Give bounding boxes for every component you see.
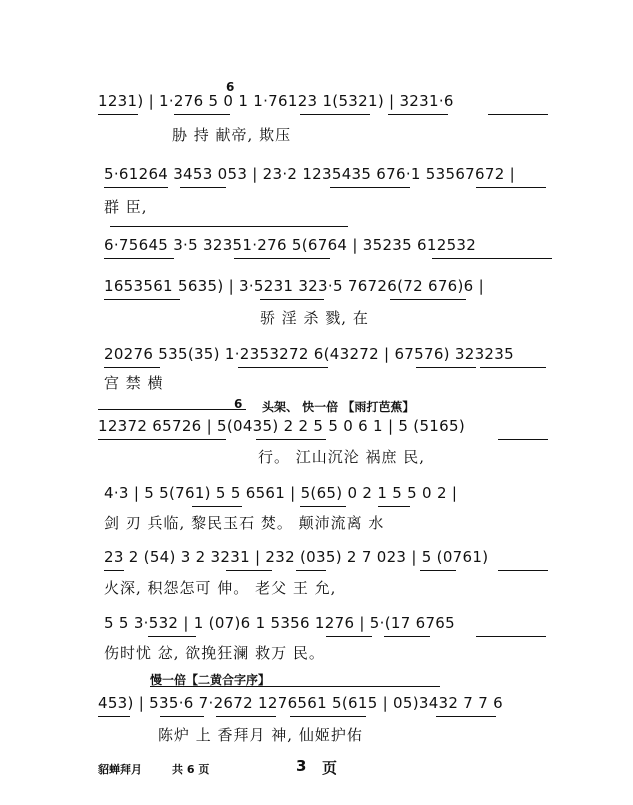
beam-line bbox=[296, 570, 326, 571]
slur-line bbox=[150, 686, 440, 687]
beam-line bbox=[238, 367, 328, 368]
page-label: 页 bbox=[322, 759, 338, 777]
beam-line bbox=[98, 114, 138, 115]
notation-line-8: 23 2 (54) 3 2 3231 | 232 (035) 2 7 023 | 5 (0761) bbox=[104, 548, 489, 566]
slur-line bbox=[110, 226, 348, 227]
beam-line bbox=[390, 299, 466, 300]
lyrics-line-8: 火深, 积怨怎可 伸。 老父 王 允, bbox=[104, 579, 337, 597]
beam-line bbox=[260, 299, 324, 300]
lyrics-line-2: 群 臣, bbox=[104, 198, 148, 216]
beam-line bbox=[300, 506, 346, 507]
lyrics-line-10: 陈炉 上 香拜月 神, 仙姬护佑 bbox=[158, 726, 363, 744]
beam-line bbox=[416, 367, 476, 368]
section-marking: 慢一倍【二黄合字序】 bbox=[150, 673, 271, 687]
beam-line bbox=[300, 114, 370, 115]
lyrics-line-7: 剑 刃 兵临, 黎民玉石 焚。 颠沛流离 水 bbox=[104, 514, 385, 532]
beam-line bbox=[480, 367, 546, 368]
beam-line bbox=[388, 114, 448, 115]
beam-line bbox=[488, 114, 548, 115]
beam-line bbox=[498, 439, 548, 440]
beam-line bbox=[226, 570, 272, 571]
lyrics-line-5: 宫 禁 横 bbox=[104, 374, 164, 392]
beam-line bbox=[148, 636, 196, 637]
beam-line bbox=[192, 506, 242, 507]
slur-line bbox=[98, 409, 246, 410]
beam-line bbox=[98, 716, 130, 717]
notation-line-9: 5 5 3·532 | 1 (07)6 1 5356 1276 | 5·(17 6765 bbox=[104, 614, 455, 632]
beam-line bbox=[498, 570, 548, 571]
notation-line-5: 20276 535(35) 1·2353272 6(43272 | 67576) 323235 bbox=[104, 345, 514, 363]
notation-line-2: 5·61264 3453 053 | 23·2 1235435 676·1 53567672 | bbox=[104, 165, 515, 183]
beam-line bbox=[476, 187, 546, 188]
beam-line bbox=[174, 114, 230, 115]
beam-line bbox=[180, 187, 226, 188]
beam-line bbox=[436, 716, 496, 717]
page-number: 3 bbox=[296, 757, 307, 775]
beam-line bbox=[234, 258, 330, 259]
notation-line-6: 12372 65726 | 5(0435) 2 2 5 5 0 6 1 | 5 (5165) bbox=[98, 417, 465, 435]
beam-line bbox=[330, 187, 410, 188]
notation-line-3: 6·75645 3·5 32351·276 5(6764 | 35235 612532 bbox=[104, 236, 477, 254]
notation-line-4: 1653561 5635) | 3·5231 323·5 76726(72 676)6 | bbox=[104, 277, 484, 295]
lyrics-line-1: 胁 持 献帝, 欺压 bbox=[172, 126, 292, 144]
footer-title: 貂蝉拜月 bbox=[98, 763, 142, 776]
beam-line bbox=[98, 439, 226, 440]
lyrics-line-4: 骄 淫 杀 戮, 在 bbox=[260, 309, 369, 327]
grace-note-6: 6 bbox=[226, 80, 235, 94]
beam-line bbox=[384, 636, 430, 637]
beam-line bbox=[104, 570, 124, 571]
beam-line bbox=[378, 506, 410, 507]
lyrics-line-9: 伤时忧 忿, 欲挽狂澜 救万 民。 bbox=[104, 644, 325, 662]
beam-line bbox=[104, 187, 168, 188]
beam-line bbox=[290, 716, 366, 717]
beam-line bbox=[160, 716, 204, 717]
beam-line bbox=[256, 439, 326, 440]
beam-line bbox=[432, 258, 552, 259]
beam-line bbox=[216, 716, 276, 717]
notation-line-10: 453) | 535·6 7·2672 1276561 5(615 | 05)3432 7 7 6 bbox=[98, 694, 503, 712]
lyrics-line-6: 行。 江山沉沦 祸庶 民, bbox=[258, 448, 426, 466]
beam-line bbox=[104, 367, 160, 368]
notation-line-7: 4·3 | 5 5(761) 5 5 6561 | 5(65) 0 2 1 5 5 0 2 | bbox=[104, 484, 458, 502]
beam-line bbox=[326, 636, 372, 637]
beam-line bbox=[104, 258, 174, 259]
footer-total-pages: 共 6 页 bbox=[172, 763, 210, 776]
notation-line-1: 1231) | 1·276 5 0 1 1·76123 1(5321) | 3231·6 bbox=[98, 92, 454, 110]
grace-note-6: 6 bbox=[234, 397, 243, 411]
beam-line bbox=[104, 299, 180, 300]
beam-line bbox=[420, 570, 456, 571]
beam-line bbox=[476, 636, 546, 637]
tempo-marking: 头架、 快一倍 【雨打芭蕉】 bbox=[262, 400, 415, 414]
